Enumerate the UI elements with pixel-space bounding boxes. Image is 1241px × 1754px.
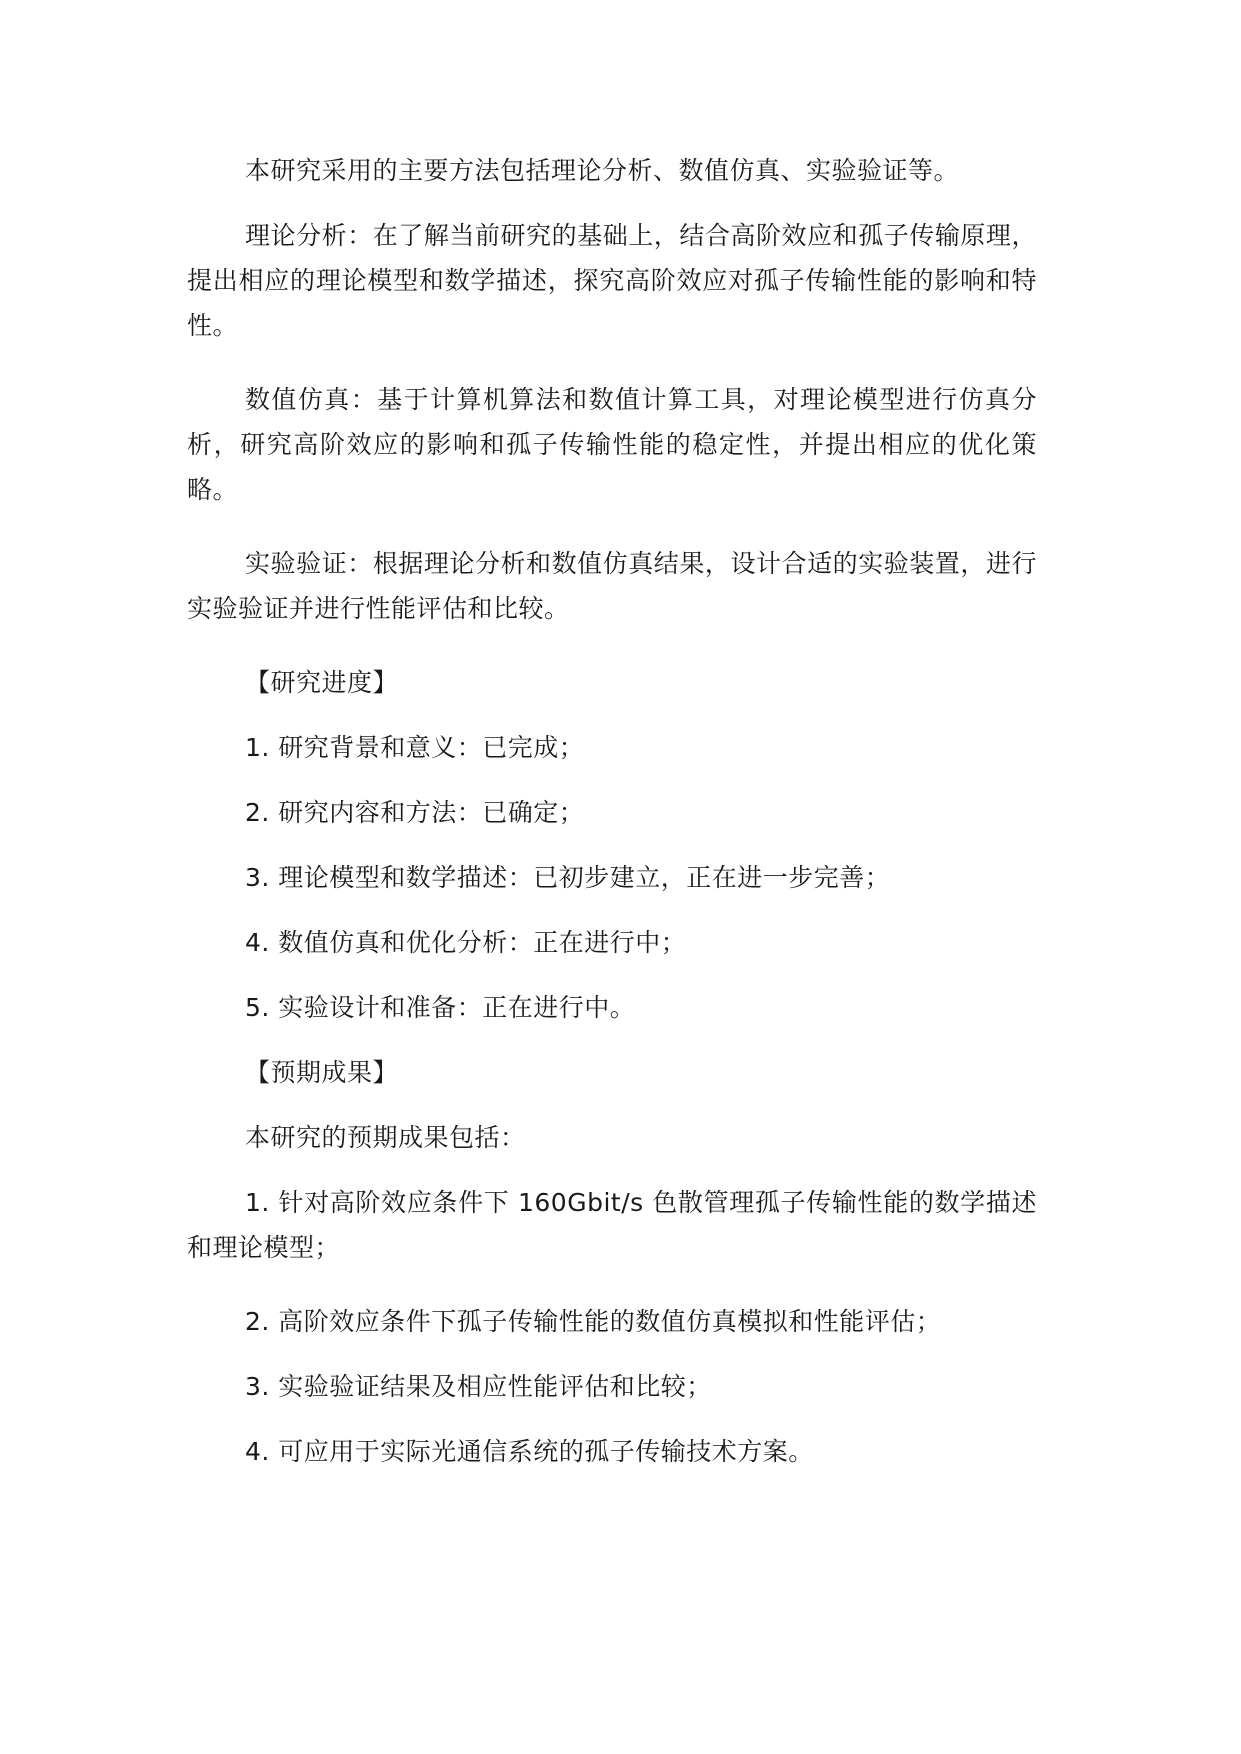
progress-item-3: 3. 理论模型和数学描述：已初步建立，正在进一步完善； — [245, 863, 891, 892]
section-heading-expected-results: 【预期成果】 — [245, 1058, 399, 1087]
document-page — [187, 148, 1037, 1494]
paragraph-theory-analysis: 理论分析：在了解当前研究的基础上，结合高阶效应和孤子传输原理，提出相应的理论模型和数学描述，探究高阶效应对孤子传输性能的影响和特性。 — [187, 221, 1037, 340]
progress-item-2: 2. 研究内容和方法：已确定； — [245, 798, 585, 827]
paragraph-results-intro: 本研究的预期成果包括： — [245, 1123, 526, 1152]
paragraph-numerical-simulation: 数值仿真：基于计算机算法和数值计算工具，对理论模型进行仿真分析，研究高阶效应的影响和孤子传输性能的稳定性，并提出相应的优化策略。 — [187, 385, 1037, 504]
paragraph-methods-intro: 本研究采用的主要方法包括理论分析、数值仿真、实验验证等。 — [245, 156, 960, 185]
result-item-3: 3. 实验验证结果及相应性能评估和比较； — [245, 1372, 712, 1401]
result-item-2: 2. 高阶效应条件下孤子传输性能的数值仿真模拟和性能评估； — [245, 1307, 942, 1336]
result-item-4: 4. 可应用于实际光通信系统的孤子传输技术方案。 — [245, 1437, 814, 1466]
progress-item-1: 1. 研究背景和意义：已完成； — [245, 733, 585, 762]
section-heading-progress: 【研究进度】 — [245, 668, 399, 697]
progress-item-5: 5. 实验设计和准备：正在进行中。 — [245, 993, 636, 1022]
paragraph-experimental-verification: 实验验证：根据理论分析和数值仿真结果，设计合适的实验装置，进行实验验证并进行性能评估和比较。 — [187, 549, 1037, 623]
progress-item-4: 4. 数值仿真和优化分析：正在进行中； — [245, 928, 687, 957]
result-item-1: 1. 针对高阶效应条件下 160Gbit/s 色散管理孤子传输性能的数学描述和理论模型； — [187, 1188, 1037, 1262]
